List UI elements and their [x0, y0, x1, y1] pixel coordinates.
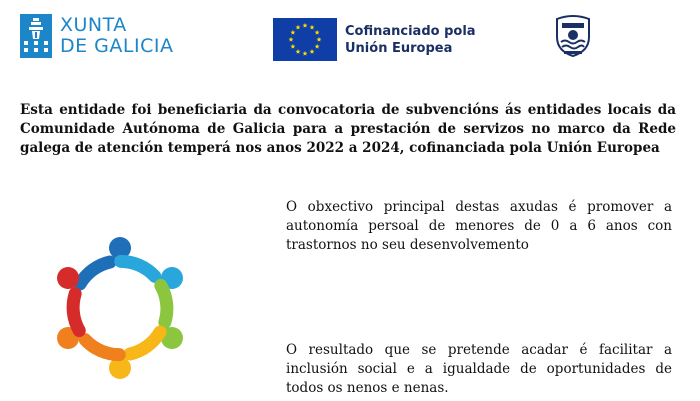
- eu-cofinancing-text: [345, 23, 495, 57]
- eu-text-line-1: Cofinanciado pola: [345, 24, 476, 39]
- municipal-crest-icon: [554, 15, 592, 57]
- xunta-emblem-icon: [20, 14, 52, 58]
- xunta-line-2: DE GALICIA: [60, 35, 174, 57]
- xunta-line-1: XUNTA: [60, 14, 127, 36]
- eu-flag-icon: [273, 18, 337, 61]
- headline-statement: Esta entidade foi beneficiaria da convocatoria de subvencións ás entidades locais da Comunidade Autónoma de Galicia para a prestación de servizos no marco da Rede galega de atención temperá nos anos 2022 a 2024, cofinanciada pola Unión Europea: [20, 102, 676, 156]
- objective-paragraph: O obxectivo principal destas axudas é promover a autonomía persoal de menores de 0 a 6 anos con trastornos no seu desenvolvemento: [286, 199, 672, 253]
- result-paragraph: O resultado que se pretende acadar é facilitar a inclusión social e a igualdade de oportunidades de todos os nenos e nenas.: [286, 342, 672, 396]
- eu-cofinancing-logo: [273, 18, 493, 62]
- xunta-de-galicia-logo: [20, 14, 180, 60]
- people-circle-icon: [38, 228, 202, 386]
- xunta-wordmark: [60, 15, 185, 57]
- eu-text-line-2: Unión Europea: [345, 41, 453, 56]
